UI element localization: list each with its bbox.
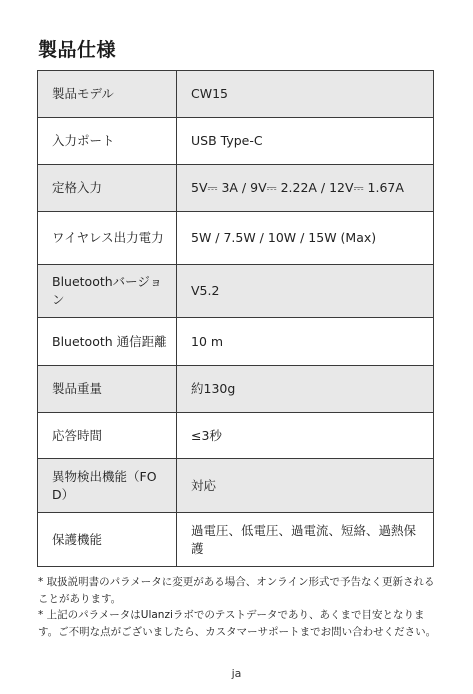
table-row xyxy=(38,318,434,366)
spec-value-input-port: USB Type-C xyxy=(177,118,434,165)
table-row xyxy=(38,513,434,567)
spec-label-wireless-output: ワイヤレス出力電力 xyxy=(38,212,177,265)
spec-value-weight: 約130g xyxy=(177,366,434,413)
spec-value-bluetooth-version: V5.2 xyxy=(177,265,434,318)
spec-label-model: 製品モデル xyxy=(38,71,177,118)
spec-label-rated-input: 定格入力 xyxy=(38,165,177,212)
spec-value-model: CW15 xyxy=(177,71,434,118)
spec-value-protection: 過電圧、低電圧、過電流、短絡、過熱保護 xyxy=(177,513,434,567)
spec-value-wireless-output: 5W / 7.5W / 10W / 15W (Max) xyxy=(177,212,434,265)
table-row xyxy=(38,413,434,459)
spec-value-rated-input: 5V⎓ 3A / 9V⎓ 2.22A / 12V⎓ 1.67A xyxy=(177,165,434,212)
page-language-label: ja xyxy=(231,667,242,680)
spec-label-input-port: 入力ポート xyxy=(38,118,177,165)
spec-label-response-time: 応答時間 xyxy=(38,413,177,459)
footnote-1: * 取扱説明書のパラメータに変更がある場合、オンライン形式で予告なく更新されることがあります。 xyxy=(38,576,435,605)
spec-label-bluetooth-range: Bluetooth 通信距離 xyxy=(38,318,177,366)
spec-table xyxy=(37,70,434,567)
footnote-2: * 上記のパラメータはUlanziラボでのテストデータであり、あくまで目安となります。ご不明な点がございましたら、カスタマーサポートまでお問い合わせください。 xyxy=(38,609,437,638)
table-row xyxy=(38,212,434,265)
table-row xyxy=(38,71,434,118)
spec-value-response-time: ≤3秒 xyxy=(177,413,434,459)
table-row xyxy=(38,118,434,165)
spec-value-bluetooth-range: 10 m xyxy=(177,318,434,366)
spec-label-weight: 製品重量 xyxy=(38,366,177,413)
table-row xyxy=(38,459,434,513)
spec-label-bluetooth-version: Bluetoothバージョン xyxy=(38,265,177,318)
spec-label-protection: 保護機能 xyxy=(38,513,177,567)
spec-label-fod: 異物検出機能（FOD） xyxy=(38,459,177,513)
spec-value-fod: 対応 xyxy=(177,459,434,513)
table-row xyxy=(38,366,434,413)
table-row xyxy=(38,265,434,318)
table-row xyxy=(38,165,434,212)
footnotes xyxy=(38,574,438,640)
page-title: 製品仕様 xyxy=(38,39,117,61)
